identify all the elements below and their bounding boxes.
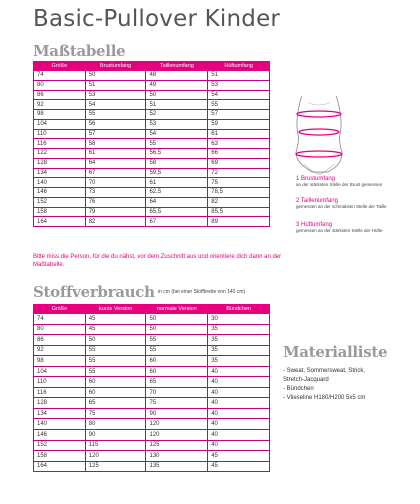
table-cell: 75: [85, 408, 146, 419]
table-cell: 65,5: [146, 207, 208, 217]
fabric-table-row: [34, 377, 270, 388]
fabric-table-row: [34, 335, 270, 346]
legend-huefte-title: 3 Hüftumfang: [296, 222, 333, 228]
table-cell: 45: [85, 324, 146, 335]
table-cell: 58: [85, 139, 146, 149]
fabric_table-column-header: normale Version: [146, 305, 208, 314]
material-item: - Vlieseline H180/H200 5x5 cm: [283, 395, 366, 401]
size-table-row: [34, 100, 270, 110]
table-cell: 30: [208, 314, 270, 325]
size-table-row: [34, 178, 270, 188]
table-cell: 69: [208, 158, 270, 168]
fabric-table-row: [34, 314, 270, 325]
table-cell: 51: [85, 80, 146, 90]
material-list: [283, 367, 418, 403]
page-title: Basic-Pullover Kinder: [33, 6, 281, 32]
table-cell: 53: [208, 80, 270, 90]
fabric-table-row: [34, 430, 270, 441]
size-table-row: [34, 119, 270, 129]
table-cell: 89: [208, 217, 270, 227]
table-cell: 82: [85, 217, 146, 227]
table-cell: 116: [34, 139, 86, 149]
fabric-table-row: [34, 387, 270, 398]
size_table-column-header: Taillenumfang: [146, 62, 208, 71]
table-cell: 63: [208, 139, 270, 149]
table-cell: 61: [146, 178, 208, 188]
table-cell: 66: [208, 149, 270, 159]
table-cell: 50: [85, 71, 146, 81]
table-cell: 80: [85, 419, 146, 430]
legend-brust-title: 1 Brustumfang: [296, 176, 336, 182]
table-cell: 61: [85, 149, 146, 159]
table-cell: 60: [85, 377, 146, 388]
table-cell: 35: [208, 335, 270, 346]
body-measurement-figure: [282, 88, 352, 178]
table-cell: 57: [208, 110, 270, 120]
table-cell: 152: [34, 440, 86, 451]
fabric-table-heading: Stoffverbrauch: [33, 283, 155, 301]
table-cell: 90: [146, 408, 208, 419]
material-item: - Bündchen: [283, 386, 314, 392]
fabric-table: [33, 304, 270, 472]
table-cell: 80: [34, 80, 86, 90]
table-cell: 45: [208, 461, 270, 472]
table-cell: 140: [34, 419, 86, 430]
table-cell: 79: [85, 207, 146, 217]
fabric-table-row: [34, 451, 270, 462]
material-item: Stretch-Jacquard: [283, 377, 329, 383]
table-cell: 64: [146, 197, 208, 207]
table-cell: 146: [34, 430, 86, 441]
table-cell: 51: [208, 71, 270, 81]
size_table-column-header: Brustumfang: [85, 62, 146, 71]
table-cell: 55: [85, 110, 146, 120]
fabric_table-column-header: Bündchen: [208, 305, 270, 314]
material-item: - Sweat, Sommersweat, Strick,: [283, 368, 366, 374]
table-cell: 104: [34, 366, 86, 377]
table-cell: 56: [85, 119, 146, 129]
legend-huefte: [296, 222, 383, 233]
table-cell: 86: [34, 90, 86, 100]
table-cell: 60: [146, 356, 208, 367]
table-cell: 116: [34, 387, 86, 398]
table-cell: 35: [208, 345, 270, 356]
fabric-table-row: [34, 366, 270, 377]
fabric-table-row: [34, 419, 270, 430]
table-cell: 51: [146, 100, 208, 110]
table-cell: 128: [34, 398, 86, 409]
table-cell: 70: [85, 178, 146, 188]
table-cell: 158: [34, 207, 86, 217]
table-cell: 45: [85, 314, 146, 325]
table-cell: 90: [85, 430, 146, 441]
table-cell: 115: [85, 440, 146, 451]
fabric-table-row: [34, 408, 270, 419]
table-cell: 75: [146, 398, 208, 409]
table-cell: 76: [85, 197, 146, 207]
size-table-row: [34, 149, 270, 159]
legend-taille-title: 2 Taillenumfang: [296, 198, 338, 204]
table-cell: 40: [208, 366, 270, 377]
table-cell: 35: [208, 324, 270, 335]
table-cell: 40: [208, 387, 270, 398]
table-cell: 59: [208, 119, 270, 129]
table-cell: 72: [208, 168, 270, 178]
fabric-table-row: [34, 356, 270, 367]
table-cell: 52: [146, 110, 208, 120]
fabric_table-column-header: kurze Version: [85, 305, 146, 314]
table-cell: 70: [146, 387, 208, 398]
table-cell: 134: [34, 408, 86, 419]
table-cell: 135: [146, 461, 208, 472]
size-table-row: [34, 129, 270, 139]
table-cell: 48: [146, 71, 208, 81]
size_table-column-header: Hüftumfang: [208, 62, 270, 71]
size_table-column-header: Größe: [34, 62, 86, 71]
table-cell: 40: [208, 377, 270, 388]
fabric-table-row: [34, 345, 270, 356]
table-cell: 152: [34, 197, 86, 207]
table-cell: 54: [208, 90, 270, 100]
table-cell: 80: [34, 324, 86, 335]
size-table-row: [34, 197, 270, 207]
table-cell: 55: [146, 345, 208, 356]
fabric-table-row: [34, 398, 270, 409]
size-table-row: [34, 158, 270, 168]
table-cell: 60: [85, 387, 146, 398]
table-cell: 50: [146, 324, 208, 335]
legend-brust-desc: an der stärksten Stelle der Brust gemessen: [296, 182, 383, 187]
size-table-row: [34, 207, 270, 217]
legend-huefte-desc: gemessen an der stärksten Stelle der Hüfte: [296, 228, 383, 233]
table-cell: 73: [85, 188, 146, 198]
table-cell: 110: [34, 377, 86, 388]
table-cell: 85,5: [208, 207, 270, 217]
table-cell: 53: [85, 90, 146, 100]
table-cell: 49: [146, 80, 208, 90]
fabric_table-column-header: Größe: [34, 305, 86, 314]
size-table-heading: Maßtabelle: [33, 42, 126, 60]
table-cell: 104: [34, 119, 86, 129]
table-cell: 82: [208, 197, 270, 207]
size-table-row: [34, 71, 270, 81]
measure-note: Bitte miss die Person, für die du nähst, vor dem Zuschnitt aus und orientiere dich dann an der Maßtabelle.: [33, 254, 282, 268]
table-cell: 55: [146, 139, 208, 149]
table-cell: 98: [34, 110, 86, 120]
table-cell: 74: [34, 71, 86, 81]
table-cell: 75: [208, 178, 270, 188]
table-cell: 158: [34, 451, 86, 462]
size-table-row: [34, 110, 270, 120]
table-cell: 74: [34, 314, 86, 325]
table-cell: 120: [85, 451, 146, 462]
table-cell: 134: [34, 168, 86, 178]
table-cell: 64: [85, 158, 146, 168]
table-cell: 45: [208, 451, 270, 462]
table-cell: 125: [146, 440, 208, 451]
table-cell: 164: [34, 217, 86, 227]
table-cell: 146: [34, 188, 86, 198]
size-table-row: [34, 139, 270, 149]
table-cell: 40: [208, 398, 270, 409]
table-cell: 120: [146, 419, 208, 430]
table-cell: 62,5: [146, 188, 208, 198]
table-cell: 110: [34, 129, 86, 139]
table-cell: 54: [85, 100, 146, 110]
fabric-table-row: [34, 440, 270, 451]
table-cell: 55: [208, 100, 270, 110]
legend-taille-desc: gemessen an der schmalsten Stelle der Taille: [296, 204, 387, 209]
table-cell: 125: [85, 461, 146, 472]
table-cell: 122: [34, 149, 86, 159]
table-cell: 56,5: [146, 149, 208, 159]
table-cell: 57: [85, 129, 146, 139]
size-table: [33, 61, 270, 227]
fabric-unit-note: in cm (bei einer Stoffbreite von 140 cm): [158, 289, 246, 295]
table-cell: 50: [146, 314, 208, 325]
size-table-row: [34, 188, 270, 198]
table-cell: 59,5: [146, 168, 208, 178]
table-cell: 65: [85, 398, 146, 409]
size-table-row: [34, 80, 270, 90]
table-cell: 53: [146, 119, 208, 129]
material-heading: Materialliste: [283, 343, 388, 361]
fabric-table-row: [34, 324, 270, 335]
table-cell: 92: [34, 345, 86, 356]
table-cell: 67: [146, 217, 208, 227]
table-cell: 86: [34, 335, 86, 346]
fabric-table-row: [34, 461, 270, 472]
table-cell: 55: [85, 366, 146, 377]
legend-brust: [296, 176, 382, 187]
table-cell: 54: [146, 129, 208, 139]
table-cell: 140: [34, 178, 86, 188]
table-cell: 58: [146, 158, 208, 168]
table-cell: 130: [146, 451, 208, 462]
table-cell: 98: [34, 356, 86, 367]
table-cell: 128: [34, 158, 86, 168]
table-cell: 50: [85, 335, 146, 346]
table-cell: 120: [146, 430, 208, 441]
table-cell: 92: [34, 100, 86, 110]
table-cell: 40: [208, 440, 270, 451]
table-cell: 40: [208, 408, 270, 419]
table-cell: 61: [208, 129, 270, 139]
table-cell: 164: [34, 461, 86, 472]
table-cell: 40: [208, 419, 270, 430]
size-table-row: [34, 217, 270, 227]
table-cell: 55: [85, 345, 146, 356]
table-cell: 40: [208, 430, 270, 441]
table-cell: 78,5: [208, 188, 270, 198]
table-cell: 60: [146, 366, 208, 377]
legend-taille: [296, 198, 386, 209]
table-cell: 55: [146, 335, 208, 346]
table-cell: 55: [85, 356, 146, 367]
table-cell: 67: [85, 168, 146, 178]
table-cell: 65: [146, 377, 208, 388]
table-cell: 50: [146, 90, 208, 100]
table-cell: 35: [208, 356, 270, 367]
size-table-row: [34, 168, 270, 178]
size-table-row: [34, 90, 270, 100]
